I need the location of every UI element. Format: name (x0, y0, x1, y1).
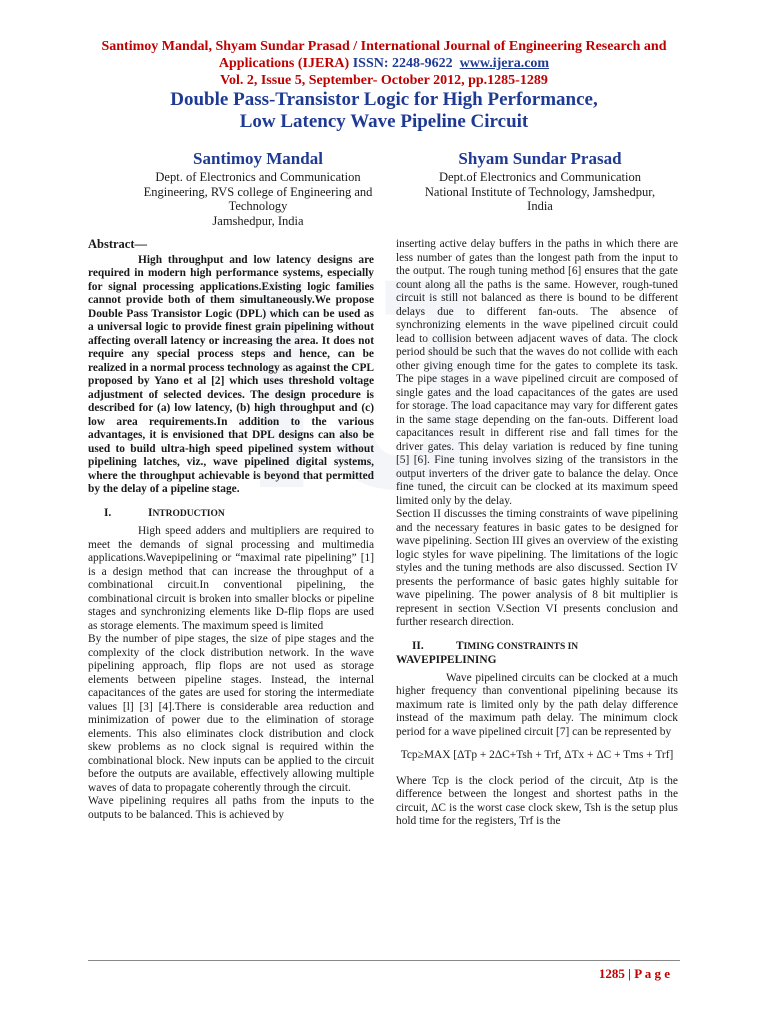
author-location: Jamshedpur, India (212, 213, 304, 228)
section-title-rest: NTRODUCTION (152, 508, 225, 519)
title-line-2: Low Latency Wave Pipeline Circuit (239, 111, 529, 132)
journal-header (0, 38, 768, 89)
paragraph: Wave pipelining requires all paths from the inputs to the outputs to be balanced. This is achieved by (88, 795, 374, 821)
author-affiliation: Dept.of Electronics and Communication (438, 170, 642, 184)
header-journal-abbrev: Applications (IJERA) (218, 56, 350, 71)
journal-website-link[interactable]: www.ijera.com (459, 56, 550, 71)
section-title-initial: T (456, 639, 464, 652)
left-column (88, 238, 374, 822)
section-title-initial: I (148, 506, 153, 519)
header-line-3: Vol. 2, Issue 5, September- October 2012, pp.1285-1289 (220, 73, 548, 88)
author-affiliation: National Institute of Technology, Jamshedpur, (424, 184, 656, 199)
paragraph: Where Tcp is the clock period of the circuit, Δtp is the difference between the longest and shortest paths in the circuit, ΔC is the worst case clock skew, Tsh is the setup plus hold time for the registers, Trf is the (396, 774, 678, 827)
author-affiliation: Technology (228, 199, 288, 213)
abstract-heading: Abstract— (88, 237, 148, 251)
abstract-text: High throughput and low latency designs are required in modern high performance systems, especially for signal processing applications.Existing logic families cannot provide both of them simultaneously.We propose Double Pass Transistor Logic (DPL) which can be used as a universal logic to provide finest grain pipelining without affecting overall latency or increasing the area. It does not require any special process steps and hence, can be realized in a normal process technology as against the CPL proposed by Yano et al [2] which uses threshold voltage adjustment of selected devices. The design procedure is described for (a) low latency, (b) high throughput and (c) low area requirements.In addition to the various advantages, it is envisioned that DPL designs can also be used to build ultra-high speed pipelined system without pipelining latches, viz., wave pipelined digital systems, where the throughput achievable is beyond that permitted by the delay of a pipeline stage. (88, 253, 374, 495)
page-number: 1285 | P a g e (598, 966, 670, 981)
author-name: Santimoy Mandal (193, 149, 323, 168)
paragraph: By the number of pipe stages, the size of pipe stages and the complexity of the clock distribution network. In the wave pipelining approach, flip flops are not used as storage elements between pipeline stages. Instead, the internal capacitances of the gates are used for storing the intermediate values [l] [3] [4].There is considerable area reduction and minimization of power due to the elimination of storage elements. This also eliminates clock distribution and clock skew problems as no clock signal is required within the combinational block. New inputs can be applied to the circuit before the outputs are available, effectively allowing multiple waves of data to propagate coherently through the circuit. (88, 633, 374, 794)
section-title-line-2: WAVEPIPELINING (396, 654, 497, 666)
right-column (396, 238, 678, 829)
paper-title (0, 89, 768, 133)
author-affiliation: Dept. of Electronics and Communication (155, 170, 361, 184)
section-title-rest: IMING CONSTRAINTS IN (463, 641, 579, 652)
clock-period-equation: Tcp≥MAX [ΔTp + 2ΔC+Tsh + Trf, ΔTx + ΔC + Tms + Trf] (400, 749, 674, 761)
author-name: Shyam Sundar Prasad (458, 149, 622, 168)
section-heading-timing-constraints (396, 640, 678, 668)
author-block-2 (390, 149, 690, 214)
header-issn: ISSN: 2248-9622 (352, 56, 453, 71)
author-block-1 (108, 149, 408, 228)
title-line-1: Double Pass-Transistor Logic for High Performance, (170, 89, 598, 110)
section-number: I. (104, 506, 112, 519)
author-affiliation: Engineering, RVS college of Engineering and (143, 184, 373, 199)
footer-divider (88, 960, 680, 961)
section-number: II. (412, 639, 424, 652)
paragraph: Section II discusses the timing constraints of wave pipelining and the necessary features in basic gates to be designed for wave pipelining. Section III gives an overview of the existing logic styles for wave pipelining. The limitations of the logic styles and the tuning methods are also discussed. Section IV presents the performance of basic gates highly suitable for wave pipelining. The power analysis of 8 bit multiplier is represent in section V.Section VI presents conclusion and further research direction. (396, 508, 678, 628)
header-line-1: Santimoy Mandal, Shyam Sundar Prasad / International Journal of Engineering Research and (101, 39, 667, 54)
header-line-2 (0, 55, 768, 72)
author-location: India (527, 199, 553, 213)
paragraph: inserting active delay buffers in the paths in which there are less number of gates than the longest path from the input to the output. The rough tuning method [6] ensures that the gate count along all the paths is the same. However, rough-tuned circuit is still not balanced as there is bound to be different delays due to different fan-outs. The absence of synchronizing elements in the wave pipelined circuit could lead to collision between adjacent waves of data. The clock period should be such that the waves do not collide with each other giving enough time for the gates to complete its task. The pipe stages in a wave pipelined circuit are composed of single gates and the load capacitances of the gates are used for storage. The load capacitance may vary for different gates in the same stage depending on the fan-outs. Different load capacitances result in different rise and fall times for the driver gates. This delay variation is reduced by fine tuning [5] [6]. Fine tuning involves sizing of the transistors in the output inverters of the driver gate to balance the delay. Once fine tuned, the circuit can be clocked at its maximum speed limited only by the delay. (396, 238, 678, 507)
section-heading-introduction (88, 507, 374, 522)
paragraph: Wave pipelined circuits can be clocked at a much higher frequency than conventional pipelining because its maximum rate is limited only by the path delay difference instead of the maximum path delay. The minimum clock period for a wave pipelined circuit [7] can be represented by (396, 671, 678, 738)
paragraph: High speed adders and multipliers are required to meet the demands of signal processing and multimedia applications.Wavepipelining or “maximal rate pipelining” [1] is a design method that can increase the throughput of a combinational circuit.In conventional pipelining, the combinational circuit is broken into smaller blocks or pipeline stages and synchronizing elements like D-flip flops are used as storage elements. The maximum speed is limited (88, 525, 374, 632)
